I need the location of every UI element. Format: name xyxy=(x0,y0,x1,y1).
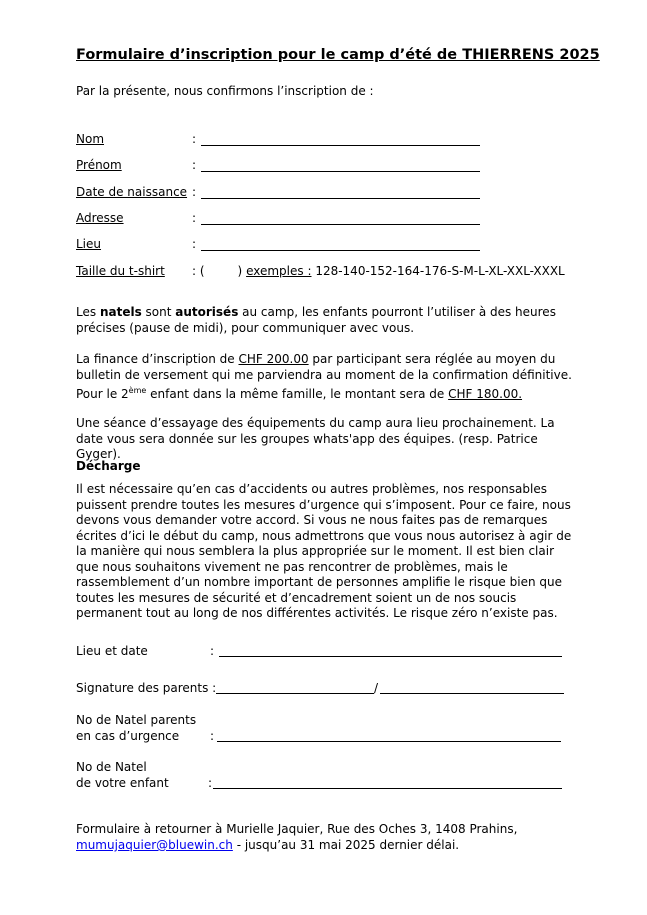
examples-values: 128-140-152-164-176-S-M-L-XL-XXL-XXXL xyxy=(315,264,565,278)
text: sont xyxy=(141,305,176,319)
colon: : xyxy=(210,729,215,743)
bold-natels: natels xyxy=(99,305,142,319)
intro-text: Par la présente, nous confirmons l’inscription de : xyxy=(76,84,374,98)
field-date-naissance[interactable] xyxy=(76,185,596,203)
field-colon: : xyxy=(192,211,197,225)
email-link[interactable]: mumujaquier@bluewin.ch xyxy=(76,838,233,852)
text: au camp, les enfants pourront l’utiliser à des heures précises (pause de midi), pour communiquer avec vous. xyxy=(76,305,556,335)
slash: / xyxy=(374,681,379,695)
field-colon: : xyxy=(192,132,197,146)
natel-parents-label-1: No de Natel parents xyxy=(76,713,197,727)
field-label: Date de naissance xyxy=(76,185,188,199)
natel-enfant-label-2: de votre enfant xyxy=(76,776,169,790)
decharge-text: Il est nécessaire qu’en cas d’accidents ou autres problèmes, nos responsables puissent prendre toutes les mesures d’urgence qui s’imposent. Pour ce faire, nous devons vous demander votre accord. Si vous ne nous faites pas de remarques écrites d’ici le début du camp, nous admettrons que vous nous autorisez à agir de la manière qui nous semblera la plus appropriée sur le moment. Il est bien clair que nous souhaitons vivement ne pas rencontrer de problèmes, mais le rassemblement d’un nombre important de personnes amplifie le risque bien que toutes les mesures de sécurité et d’encadrement soient un de nos soucis permanent tout au long de nos différentes activités. Le risque zéro n’existe pas. xyxy=(76,482,572,620)
equipment-text: Une séance d’essayage des équipements du camp aura lieu prochainement. La date vous sera donnée sur les groupes whats'app des équipes. (resp. Patrice Gyger). xyxy=(76,416,555,461)
page-title: Formulaire d’inscription pour le camp d’été de THIERRENS 2025 xyxy=(76,47,600,63)
tshirt-open: : ( xyxy=(192,264,205,278)
decharge-heading: Décharge xyxy=(76,459,141,473)
field-label: Nom xyxy=(76,132,105,146)
lieu-line[interactable] xyxy=(201,250,480,251)
equipment-paragraph xyxy=(76,416,576,463)
natel-parents-line[interactable] xyxy=(217,741,561,742)
natel-parents-label-2: en cas d’urgence xyxy=(76,729,180,743)
field-prenom[interactable] xyxy=(76,158,596,176)
return-deadline-line xyxy=(76,837,596,853)
field-label: Taille du t-shirt xyxy=(76,264,165,278)
field-adresse[interactable] xyxy=(76,211,596,229)
return-address: Formulaire à retourner à Murielle Jaquier, Rue des Oches 3, 1408 Prahins, xyxy=(76,822,518,836)
text: Pour le 2 xyxy=(76,387,129,401)
lieu-date-label: Lieu et date xyxy=(76,644,148,658)
signature-parent-2-line[interactable] xyxy=(380,693,564,694)
decharge-paragraph xyxy=(76,482,576,622)
adresse-line[interactable] xyxy=(201,224,480,225)
finance-paragraph xyxy=(76,352,576,403)
field-colon: : xyxy=(192,237,197,251)
field-nom[interactable] xyxy=(76,132,596,150)
field-label: Prénom xyxy=(76,158,122,172)
deadline-text: - jusqu’au 31 mai 2025 dernier délai. xyxy=(232,838,460,852)
return-instructions xyxy=(76,821,596,853)
price-sibling: CHF 180.00. xyxy=(448,387,523,401)
lieu-date-line[interactable] xyxy=(219,656,562,657)
tshirt-close: ) xyxy=(237,264,243,278)
text: La finance d’inscription de xyxy=(76,352,239,366)
examples-label: exemples : xyxy=(246,264,312,278)
tshirt-size-input[interactable] xyxy=(192,264,565,278)
natel-enfant-line[interactable] xyxy=(213,788,562,789)
superscript: ème xyxy=(128,386,147,395)
signature-parents-label: Signature des parents : xyxy=(76,681,217,695)
field-label: Adresse xyxy=(76,211,124,225)
prenom-line[interactable] xyxy=(201,171,480,172)
text: Les xyxy=(76,305,100,319)
field-colon: : xyxy=(192,185,197,199)
date-naissance-line[interactable] xyxy=(201,198,480,199)
field-lieu[interactable] xyxy=(76,237,596,255)
colon: : xyxy=(208,776,213,790)
price-standard: CHF 200.00 xyxy=(238,352,309,366)
natel-enfant-label-1: No de Natel xyxy=(76,760,147,774)
natels-paragraph xyxy=(76,305,576,336)
colon: : xyxy=(210,644,215,658)
nom-line[interactable] xyxy=(201,145,480,146)
field-tshirt[interactable] xyxy=(76,264,596,282)
bold-autorises: autorisés xyxy=(175,305,239,319)
signature-parent-1-line[interactable] xyxy=(216,693,374,694)
text: par participant sera réglée au moyen du bulletin de versement qui me parviendra au moment de la confirmation définitive. xyxy=(76,352,572,382)
text: enfant dans la même famille, le montant sera de xyxy=(146,387,449,401)
field-label: Lieu xyxy=(76,237,102,251)
field-colon: : xyxy=(192,158,197,172)
